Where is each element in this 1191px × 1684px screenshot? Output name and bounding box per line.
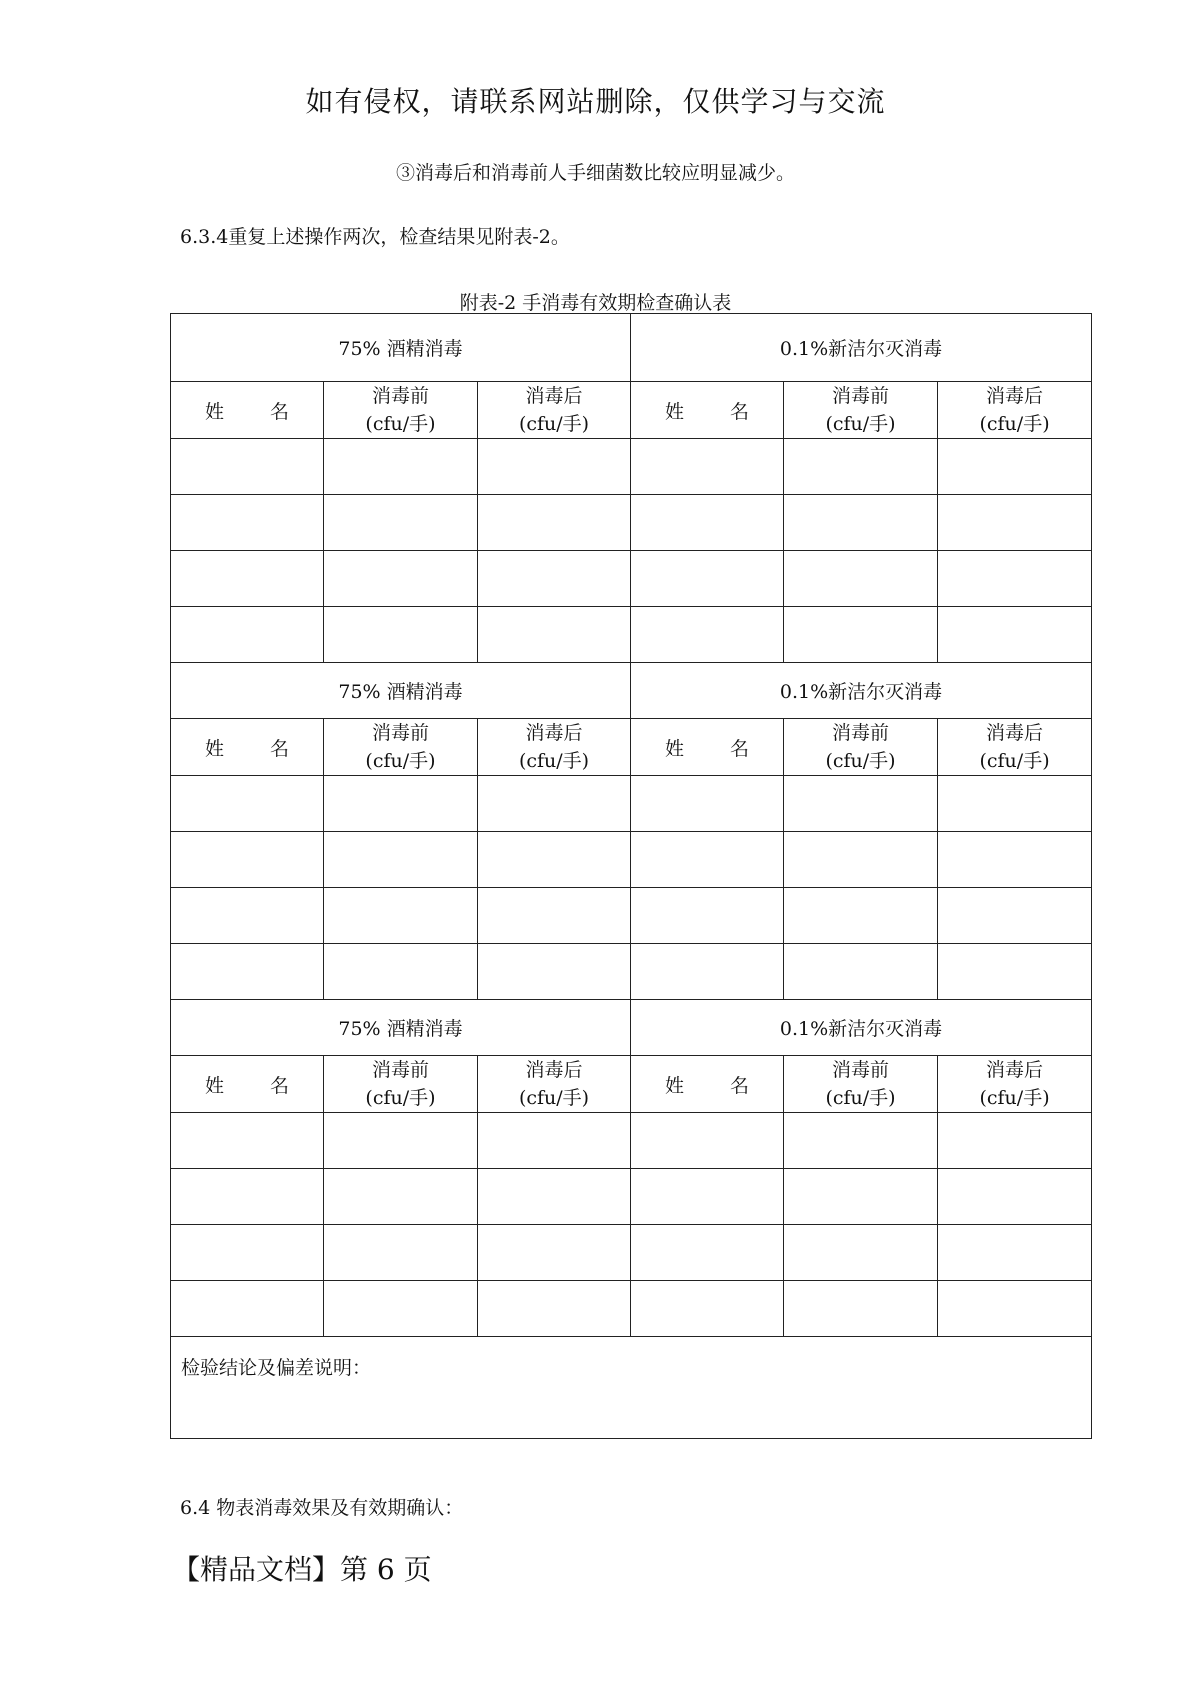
group-bromogeramine-label: 0.1%新洁尔灭消毒 [779,1018,943,1040]
data-row [171,888,1092,944]
conclusion-row [171,1337,1092,1439]
entry-cell[interactable] [171,495,324,551]
before-header-label: 消毒前 [832,1059,890,1081]
entry-cell[interactable] [324,776,478,832]
entry-cell[interactable] [784,1169,938,1225]
before-unit-label: (cfu/手) [365,413,436,435]
entry-cell[interactable] [324,1113,478,1169]
entry-cell[interactable] [631,888,784,944]
entry-cell[interactable] [171,607,324,663]
entry-cell[interactable] [171,1281,324,1337]
entry-cell[interactable] [171,439,324,495]
hand-disinfection-table [170,313,1092,1439]
after-header-label: 消毒后 [986,1059,1044,1081]
group-header-row [171,1000,1092,1056]
entry-cell[interactable] [784,776,938,832]
name-header-label: 姓 名 [665,737,770,760]
entry-cell[interactable] [171,1113,324,1169]
group-alcohol [171,663,631,719]
entry-cell[interactable] [938,1281,1092,1337]
name-header [631,719,784,776]
group-alcohol-label: 75% 酒精消毒 [338,1018,463,1040]
entry-cell[interactable] [938,944,1092,1000]
entry-cell[interactable] [784,832,938,888]
group-alcohol [171,1000,631,1056]
entry-cell[interactable] [478,944,631,1000]
name-header [631,382,784,439]
entry-cell[interactable] [478,1113,631,1169]
paragraph-repeat: 6.3.4重复上述操作两次，检查结果见附表-2。 [180,226,570,248]
group-alcohol-label: 75% 酒精消毒 [338,338,463,360]
entry-cell[interactable] [171,551,324,607]
entry-cell[interactable] [171,1225,324,1281]
entry-cell[interactable] [324,944,478,1000]
entry-cell[interactable] [478,776,631,832]
entry-cell[interactable] [478,607,631,663]
entry-cell[interactable] [171,776,324,832]
entry-cell[interactable] [631,551,784,607]
group-header-row [171,663,1092,719]
table-caption: 附表-2 手消毒有效期检查确认表 [459,292,732,314]
entry-cell[interactable] [478,1169,631,1225]
entry-cell[interactable] [324,1169,478,1225]
entry-cell[interactable] [938,776,1092,832]
column-header-row [171,382,1092,439]
data-row [171,776,1092,832]
data-row [171,551,1092,607]
entry-cell[interactable] [631,776,784,832]
conclusion-label: 检验结论及偏差说明： [181,1357,372,1379]
name-header [631,1056,784,1113]
entry-cell[interactable] [478,439,631,495]
entry-cell[interactable] [784,1281,938,1337]
entry-cell[interactable] [784,607,938,663]
conclusion-cell[interactable] [171,1337,1092,1439]
data-row [171,1281,1092,1337]
before-header-label: 消毒前 [832,385,890,407]
after-unit-label: (cfu/手) [518,750,590,772]
entry-cell[interactable] [631,1113,784,1169]
entry-cell[interactable] [478,495,631,551]
entry-cell[interactable] [171,1169,324,1225]
name-header-label: 姓 名 [204,1074,310,1097]
section-heading-6-4: 6.4 物表消毒效果及有效期确认： [180,1497,464,1519]
after-header [938,1056,1092,1113]
after-header-label: 消毒后 [525,385,583,407]
entry-cell[interactable] [631,495,784,551]
entry-cell[interactable] [784,439,938,495]
after-unit-label: (cfu/手) [518,1087,590,1109]
data-row [171,1225,1092,1281]
before-header [324,1056,478,1113]
entry-cell[interactable] [938,551,1092,607]
group-alcohol-label: 75% 酒精消毒 [338,681,463,703]
data-row [171,607,1092,663]
entry-cell[interactable] [324,551,478,607]
after-header [478,719,631,776]
entry-cell[interactable] [631,607,784,663]
group-bromogeramine-label: 0.1%新洁尔灭消毒 [779,338,943,360]
data-row [171,944,1092,1000]
entry-cell[interactable] [324,1281,478,1337]
before-header [324,382,478,439]
name-header-label: 姓 名 [665,400,770,423]
before-header [784,719,938,776]
watermark-header: 如有侵权，请联系网站删除，仅供学习与交流 [305,85,886,118]
data-row [171,439,1092,495]
before-unit-label: (cfu/手) [365,750,436,772]
before-header [784,382,938,439]
name-header-label: 姓 名 [665,1074,770,1097]
entry-cell[interactable] [478,1281,631,1337]
before-unit-label: (cfu/手) [825,1087,896,1109]
after-header [938,719,1092,776]
entry-cell[interactable] [631,439,784,495]
entry-cell[interactable] [938,1225,1092,1281]
name-header-label: 姓 名 [204,400,310,423]
entry-cell[interactable] [324,1225,478,1281]
group-bromogeramine-label: 0.1%新洁尔灭消毒 [779,681,943,703]
name-header [171,1056,324,1113]
name-header [171,382,324,439]
paragraph-criterion: ③消毒后和消毒前人手细菌数比较应明显减少。 [395,162,795,184]
entry-cell[interactable] [784,1113,938,1169]
entry-cell[interactable] [324,888,478,944]
group-bromogeramine [631,663,1092,719]
entry-cell[interactable] [631,1225,784,1281]
before-header-label: 消毒前 [371,385,429,407]
entry-cell[interactable] [784,888,938,944]
entry-cell[interactable] [171,944,324,1000]
entry-cell[interactable] [938,888,1092,944]
after-header-label: 消毒后 [525,1059,583,1081]
entry-cell[interactable] [324,439,478,495]
before-unit-label: (cfu/手) [825,750,896,772]
before-header [324,719,478,776]
entry-cell[interactable] [784,1225,938,1281]
entry-cell[interactable] [938,495,1092,551]
entry-cell[interactable] [938,607,1092,663]
entry-cell[interactable] [938,1113,1092,1169]
entry-cell[interactable] [784,944,938,1000]
group-bromogeramine [631,1000,1092,1056]
after-unit-label: (cfu/手) [979,1087,1050,1109]
before-header [784,1056,938,1113]
entry-cell[interactable] [631,944,784,1000]
after-header-label: 消毒后 [986,722,1044,744]
page-footer: 【精品文档】第 6 页 [172,1553,432,1586]
entry-cell[interactable] [324,607,478,663]
group-header-row [171,314,1092,382]
column-header-row [171,719,1092,776]
entry-cell[interactable] [478,832,631,888]
after-header [938,382,1092,439]
data-row [171,495,1092,551]
before-header-label: 消毒前 [832,722,890,744]
data-row [171,1169,1092,1225]
data-row [171,832,1092,888]
entry-cell[interactable] [631,832,784,888]
entry-cell[interactable] [478,551,631,607]
name-header [171,719,324,776]
after-header-label: 消毒后 [986,385,1044,407]
entry-cell[interactable] [478,888,631,944]
data-row [171,1113,1092,1169]
before-unit-label: (cfu/手) [365,1087,436,1109]
entry-cell[interactable] [784,495,938,551]
entry-cell[interactable] [324,495,478,551]
entry-cell[interactable] [784,551,938,607]
column-header-row [171,1056,1092,1113]
entry-cell[interactable] [938,439,1092,495]
after-unit-label: (cfu/手) [979,750,1050,772]
name-header-label: 姓 名 [204,737,310,760]
entry-cell[interactable] [478,1225,631,1281]
entry-cell[interactable] [324,832,478,888]
entry-cell[interactable] [171,888,324,944]
entry-cell[interactable] [631,1281,784,1337]
group-bromogeramine [631,314,1092,382]
entry-cell[interactable] [938,1169,1092,1225]
group-alcohol [171,314,631,382]
after-unit-label: (cfu/手) [518,413,590,435]
before-header-label: 消毒前 [371,722,429,744]
entry-cell[interactable] [631,1169,784,1225]
entry-cell[interactable] [938,832,1092,888]
before-unit-label: (cfu/手) [825,413,896,435]
after-header [478,382,631,439]
before-header-label: 消毒前 [371,1059,429,1081]
after-unit-label: (cfu/手) [979,413,1050,435]
entry-cell[interactable] [171,832,324,888]
after-header-label: 消毒后 [525,722,583,744]
after-header [478,1056,631,1113]
